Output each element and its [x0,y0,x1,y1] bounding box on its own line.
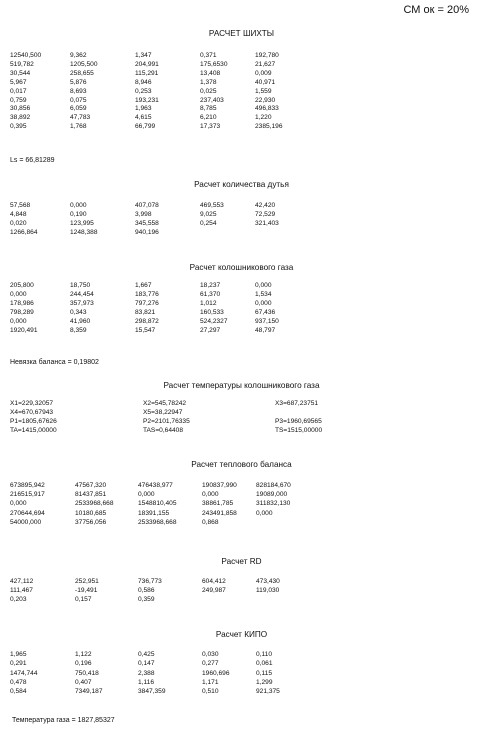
table-cell: 0,190 [70,210,87,218]
table-cell: 1,963 [135,105,152,113]
table-cell: 0,371 [200,52,217,59]
table-cell: 252,951 [75,578,99,585]
table-cell: 61,370 [200,291,221,298]
table-cell: 0,343 [70,309,87,316]
table-cell: 8,359 [70,327,87,334]
table-cell: 1,534 [255,291,272,298]
table-cell: 72,529 [255,210,276,218]
table-cell: 9,025 [200,210,217,218]
table-cell: 0,584 [10,688,27,696]
table-cell: 469,553 [200,202,224,209]
table-cell: 0,000 [138,491,155,499]
table-cell: 160,533 [200,309,224,316]
table-cell: 18391,155 [138,509,170,517]
table-cell: 0,000 [255,282,272,289]
table-cell: 0,157 [75,596,92,603]
table-cell: 0,407 [75,678,92,686]
table-cell: 7349,187 [75,688,103,696]
table-cell: 311832,130 [256,500,291,508]
table-cell: 3,998 [135,210,152,218]
table-cell: 0,196 [75,660,92,668]
table-cell: 0,254 [200,219,217,227]
table-cell: 5,967 [10,78,27,86]
table-cell: 0,061 [256,660,273,668]
table-cell: 0,025 [200,87,217,95]
table-cell: X3=687,23751 [275,400,319,407]
table-cell: 38861,785 [202,500,234,508]
table-cell: 47,783 [70,114,91,122]
table-cell: 0,000 [202,491,219,499]
table-cell: 4,848 [10,210,27,218]
table-cell: 205,800 [10,282,34,289]
table-cell: 0,000 [255,300,272,307]
table-cell: 0,395 [10,123,27,131]
table-cell: 6,059 [70,105,87,113]
table-cell: 519,782 [10,60,34,68]
table-cell: 216515,917 [10,491,45,499]
balance-residual: Невязка баланса = 0,19802 [10,359,99,366]
table-cell: 1474,744 [10,669,38,677]
table-cell: 473,430 [256,578,280,585]
table-cell: 83,821 [135,309,156,316]
table-cell: 496,833 [255,105,279,113]
table-cell: 8,946 [135,78,152,86]
table-cell: 190837,990 [202,482,237,489]
table-cell: 21,627 [255,60,276,68]
table-cell: 18,750 [70,282,91,289]
table-cell: 18,237 [200,282,221,289]
table-cell: 736,773 [138,578,162,585]
table-cell: 828184,670 [256,482,291,489]
table-cell: 22,930 [255,96,276,104]
table-cell: 3847,359 [138,688,166,696]
table-cell: 30,856 [10,105,31,113]
section-title-blast: Расчет количества дутья [194,180,289,189]
table-cell: 1,220 [255,114,272,122]
table-cell: 0,030 [202,651,219,658]
table-cell: 8,785 [200,105,217,113]
table-cell: 192,780 [255,52,279,59]
table-cell: 2385,196 [255,123,283,131]
table-cell: 0,115 [256,669,273,677]
table-cell: 798,289 [10,309,34,316]
section-title-rd: Расчет RD [221,557,262,566]
table-cell: 249,987 [202,587,226,594]
table-cell: 1,012 [200,300,217,307]
table-cell: 427,112 [10,578,34,585]
table-cell: 12540,500 [10,52,42,59]
table-cell: 42,420 [255,202,276,209]
table-cell: 1248,388 [70,228,98,236]
table-cell: 0,203 [10,596,27,603]
table-cell: X5=38,22947 [143,409,183,416]
table-cell: 30,544 [10,69,31,77]
table-cell: 0,075 [70,96,87,104]
table-cell: 921,375 [256,688,280,696]
section-title-charge: РАСЧЕТ ШИХТЫ [208,29,275,38]
table-cell: 1,347 [135,52,152,59]
table-cell: 0,759 [10,96,27,104]
table-cell: TS=1515,00000 [275,427,323,434]
table-cell: 57,568 [10,202,31,209]
table-cell: 1266,864 [10,228,38,236]
table-cell: 2533968,668 [138,518,177,526]
table-cell: 27,297 [200,327,221,334]
table-cell: 797,276 [135,300,159,307]
table-cell: 321,403 [255,219,279,227]
table-cell: 0,110 [256,651,273,658]
table-cell: 0,017 [10,87,27,95]
table-cell: X1=229,32057 [10,400,54,407]
table-cell: 1,667 [135,282,152,289]
table-cell: 193,231 [135,96,159,104]
table-cell: 17,373 [200,123,221,131]
table-cell: 750,418 [75,669,99,677]
table-cell: 1,965 [10,651,27,658]
table-cell: 0,009 [255,69,272,77]
table-cell: 1205,500 [70,60,98,68]
table-cell: 1,768 [70,123,87,131]
table-cell: P3=1960,69565 [275,418,322,425]
table-cell: 940,196 [135,228,159,236]
table-cell: 243491,858 [202,509,237,517]
table-cell: 476438,977 [138,482,173,489]
table-cell: 0,291 [10,660,27,668]
table-cell: 298,872 [135,318,159,325]
table-cell: 41,960 [70,318,91,325]
table-cell: 111,467 [10,587,33,594]
table-cell: P1=1805,67626 [10,418,57,425]
table-cell: 2533968,668 [75,500,114,508]
table-cell: 47567,320 [75,482,107,489]
table-cell: 1,559 [255,87,272,95]
table-cell: 123,995 [70,219,94,227]
cm-ratio-label: СМ ок = 20% [403,4,469,16]
table-cell: 67,436 [255,309,276,316]
table-cell: X2=545,78242 [143,400,187,407]
table-cell: 81437,851 [75,491,107,499]
table-cell: 0,277 [202,660,219,668]
table-cell: 604,412 [202,578,226,585]
table-cell: 4,615 [135,114,152,122]
table-cell: 1,299 [256,678,273,686]
table-cell: 38,892 [10,114,31,122]
gas-temperature: Температура газа = 1827,85327 [12,717,115,724]
table-cell: 937,150 [255,318,279,325]
table-cell: 13,408 [200,69,221,77]
table-cell: 48,797 [255,327,276,334]
table-cell: 1,116 [138,678,155,686]
table-cell: 357,973 [70,300,94,307]
table-cell: 1920,491 [10,327,38,334]
table-cell: 119,030 [256,587,280,594]
table-cell: 175,6530 [200,60,228,68]
table-cell: 237,403 [200,96,224,104]
table-cell: 244,454 [70,291,94,298]
ls-value: Ls = 66,81289 [10,157,55,164]
table-cell: 0,000 [10,291,27,298]
table-cell: 0,000 [70,202,87,209]
section-title-top-gas-temperature: Расчет температуры колошникового газа [163,381,320,390]
table-cell: 0,586 [138,587,155,594]
table-cell: 407,078 [135,202,159,209]
table-cell: TAS=0,64408 [143,427,184,434]
table-cell: 673895,942 [10,482,45,489]
table-cell: 10180,685 [75,509,107,517]
table-cell: 1,171 [202,678,219,686]
table-cell: 0,510 [202,688,219,696]
table-cell: 8,693 [70,87,87,95]
table-cell: 115,291 [135,69,159,77]
table-cell: 0,147 [138,660,155,668]
table-cell: 0,000 [256,509,273,517]
table-cell: 178,986 [10,300,34,307]
table-cell: -19,491 [75,587,98,594]
table-cell: 0,868 [202,518,219,526]
table-cell: 1,378 [200,78,217,86]
table-cell: 183,776 [135,291,159,298]
table-cell: 345,558 [135,219,159,227]
section-title-top-gas: Расчет колошникового газа [189,263,294,272]
table-cell: 66,799 [135,123,156,131]
section-title-heat-balance: Расчет теплового баланса [191,460,292,469]
table-cell: 19089,000 [256,491,288,499]
table-cell: 1548810,405 [138,500,177,508]
table-cell: 0,478 [10,678,27,686]
table-cell: 0,000 [10,318,27,325]
table-cell: 2,388 [138,669,155,677]
table-cell: TA=1415,00000 [10,427,57,434]
table-cell: 0,000 [10,500,27,508]
table-cell: X4=670,67943 [10,409,54,416]
table-cell: 15,547 [135,327,156,334]
section-title-kipo: Расчет КИПО [215,630,268,639]
table-cell: 37756,056 [75,518,107,526]
table-cell: 0,359 [138,596,155,603]
table-cell: 0,253 [135,87,152,95]
table-cell: 258,655 [70,69,94,77]
table-cell: 54000,000 [10,518,42,526]
table-cell: 5,876 [70,78,87,86]
table-cell: 0,425 [138,651,155,658]
table-cell: 270644,694 [10,509,45,517]
table-cell: 0,020 [10,219,27,227]
table-cell: 1,122 [75,651,92,658]
table-cell: P2=2101,76335 [143,418,190,425]
table-cell: 1960,696 [202,669,230,677]
table-cell: 9,362 [70,52,87,59]
table-cell: 524,2327 [200,318,228,325]
table-cell: 204,991 [135,60,159,68]
table-cell: 40,971 [255,78,276,86]
table-cell: 6,210 [200,114,217,122]
